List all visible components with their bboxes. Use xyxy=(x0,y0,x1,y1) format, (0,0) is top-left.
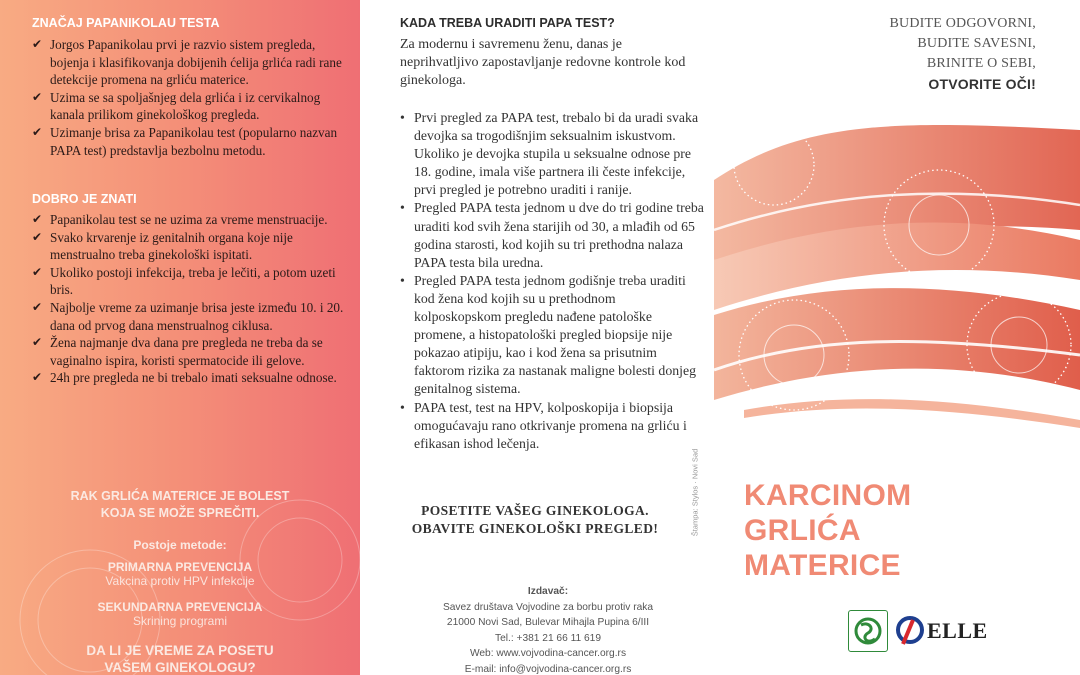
call-to-action: POSETITE VAŠEG GINEKOLOGA. OBAVITE GINEKOLOŠKI PREGLED! xyxy=(411,503,659,536)
checkmark-icon: ✔ xyxy=(32,335,43,350)
when-list xyxy=(400,109,705,453)
good-to-know-list xyxy=(32,211,350,387)
list-item: • Prvi pregled za PAPA test, trebalo bi da uradi svaka devojka sa trogodišnjim seksualnim iskustvom. Ukoliko je devojka stupila u seksualne odnose pre 18. godine, imala više partnera ili česte infekcije, prvi pregled je potrebno uraditi i ranije. xyxy=(400,110,699,198)
print-note: Štampa: Stylos · Novi Sad xyxy=(690,448,700,537)
checkmark-icon: ✔ xyxy=(32,299,43,314)
section-title-when: KADA TREBA URADITI PAPA TEST? xyxy=(400,16,615,30)
publisher-info: Izdavač: Savez društava Vojvodine za borbu protiv raka 21000 Novi Sad, Bulevar Mihajla Pupina 6/III Tel.: +381 21 66 11 619 Web: www.vojvodina-cancer.org.rs E-mail: info@vojvodina-cancer.org.rs xyxy=(400,584,696,675)
checkmark-icon: ✔ xyxy=(32,124,43,139)
elle-logo-mark xyxy=(893,612,927,652)
bullet-icon: • xyxy=(400,110,405,125)
publisher-web-link[interactable]: Web: www.vojvodina-cancer.org.rs xyxy=(469,648,627,660)
society-logo xyxy=(848,610,888,652)
checkmark-icon: ✔ xyxy=(32,89,43,104)
checkmark-icon: ✔ xyxy=(32,264,43,279)
intro-paragraph: Za modernu i savremenu ženu, danas je neprihvatljivo zapostavljanje redovne kontrole kod ginekologa. xyxy=(400,37,686,88)
section-title-importance: ZNAČAJ PAPANIKOLAU TESTA xyxy=(32,16,220,30)
elle-logo: ELLE xyxy=(927,618,988,643)
list-item: ✔ Jorgos Papanikolau prvi je razvio sistem pregleda, bojenja i klasifikovanja dobijenih ćelija grlića radi rane detekcije promena na grliću materice. xyxy=(32,37,342,88)
list-item: ✔ Žena najmanje dva dana pre pregleda ne treba da se vaginalno ispira, koristi spermatocide ili gelove. xyxy=(32,335,323,368)
checkmark-icon: ✔ xyxy=(32,370,43,385)
list-item: ✔ Najbolje vreme za uzimanje brisa jeste između 10. i 20. dana od prvog dana menstrualnog ciklusa. xyxy=(32,299,344,333)
right-panel xyxy=(714,0,1080,675)
wave-illustration xyxy=(714,110,1080,440)
methods-title: Postoje metode: xyxy=(133,538,227,552)
logos xyxy=(848,610,988,656)
secondary-prevention: SEKUNDARNA PREVENCIJA Skrining programi xyxy=(97,600,263,628)
slogan: BUDITE ODGOVORNI, BUDITE SAVESNI, BRINITE O SEBI, OTVORITE OČI! xyxy=(889,16,1036,92)
list-item: ✔ Ukoliko postoji infekcija, treba je lečiti, a potom uzeti bris. xyxy=(32,264,336,298)
list-item: ✔ Uzimanje brisa za Papanikolau test (popularno nazvan PAPA test) predstavlja bezbolnu metodu. xyxy=(32,124,338,158)
bullet-icon: • xyxy=(400,200,405,216)
left-panel xyxy=(0,0,360,675)
bullet-icon: • xyxy=(400,399,405,415)
brochure-title: KARCINOM GRLIĆA MATERICE xyxy=(744,479,912,582)
importance-list xyxy=(32,36,350,159)
list-item: • PAPA test, test na HPV, kolposkopija i biopsija omogućavaju rano otkrivanje promena na grliću i efikasan ishod lečenja. xyxy=(400,399,687,451)
list-item: • Pregled PAPA testa jednom godišnje treba uraditi kod žena kod kojih su u prethodnom kolposkopskom pregledu nađene patološke promene, a histopatološki pregled biopsije nije pokazao atipiju, kao i kod žena sa prisutnim faktorom rizika za nastanak maligne bolesti donjeg genitalnog sistema. xyxy=(400,272,696,397)
list-item: • Pregled PAPA testa jednom u dve do tri godine treba uraditi kod svih žena starijih od 30, a mlađih od 65 godina starosti, kod kojih su tri prethodna nalaza PAPA testa bila uredna. xyxy=(400,200,704,270)
list-item: ✔ Svako krvarenje iz genitalnih organa koje nije menstrualno treba ginekološki ispitati. xyxy=(32,229,293,263)
checkmark-icon: ✔ xyxy=(32,229,43,244)
prevention-statement: RAK GRLIĆA MATERICE JE BOLEST KOJA SE MOŽE SPREČITI. xyxy=(70,489,290,520)
primary-prevention: PRIMARNA PREVENCIJA Vakcina protiv HPV infekcije xyxy=(105,560,255,588)
visit-question: DA LI JE VREME ZA POSETU VAŠEM GINEKOLOGU? xyxy=(86,643,274,675)
list-item: ✔ 24h pre pregleda ne bi trebalo imati seksualne odnose. xyxy=(32,370,337,386)
list-item: ✔ Uzima se sa spoljašnjeg dela grlića i iz cervikalnog kanala prilikom ginekološkog pregleda. xyxy=(32,89,321,123)
middle-panel xyxy=(360,0,714,675)
checkmark-icon: ✔ xyxy=(32,212,43,226)
bullet-icon: • xyxy=(400,272,405,288)
list-item: ✔ Papanikolau test se ne uzima za vreme menstruacije. xyxy=(32,212,328,227)
publisher-email-link[interactable]: E-mail: info@vojvodina-cancer.org.rs xyxy=(464,663,632,675)
section-title-good-to-know: DOBRO JE ZNATI xyxy=(32,192,137,206)
checkmark-icon: ✔ xyxy=(32,37,43,51)
